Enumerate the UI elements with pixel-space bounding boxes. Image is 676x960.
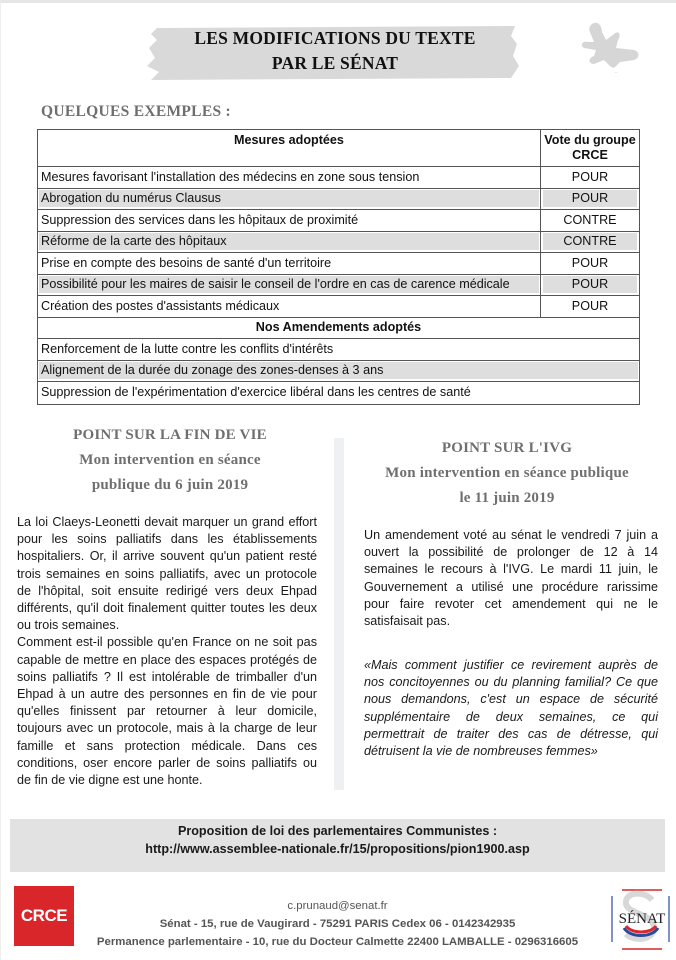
table-row — [38, 167, 639, 189]
measure-cell: Possibilité pour les maires de saisir le conseil de l'ordre en cas de carence médicale — [38, 275, 541, 296]
measure-cell: Prise en compte des besoins de santé d'un territoire — [38, 253, 541, 274]
title-banner — [145, 22, 525, 82]
title-line-2: PAR LE SÉNAT — [271, 53, 399, 73]
proposal-box — [10, 819, 665, 872]
quote-paragraph: «Mais comment justifier ce revirement auprès de nos concitoyennes ou du planning familial? Ce que nous demandons, c'est un espace de sécurité supplémentaire de deux semaines, ce qui permettrait de traiter des cas de détresse, qui détruisent la vie de nombreuses femmes» — [364, 658, 658, 759]
contact-info — [80, 897, 595, 951]
senat-logo — [600, 886, 670, 952]
measures-table — [37, 129, 640, 405]
amendments-header-row — [38, 318, 639, 340]
title-line-1: LES MODIFICATIONS DU TEXTE — [194, 28, 476, 48]
table-row — [38, 296, 639, 318]
svg-text:SÉNAT: SÉNAT — [618, 911, 666, 927]
vote-cell: CONTRE — [541, 232, 639, 253]
table-row — [38, 253, 639, 275]
ivg-quote — [364, 657, 658, 760]
fin-de-vie-body — [17, 514, 317, 789]
vote-cell: POUR — [571, 169, 609, 184]
amendments-heading: Nos Amendements adoptés — [255, 320, 422, 335]
measure-cell: Suppression des services dans les hôpitaux de proximité — [38, 210, 541, 231]
measure-cell: Création des postes d'assistants médicaux — [38, 296, 541, 317]
amendment-cell: Renforcement de la lutte contre les conflits d'intérêts — [41, 341, 334, 356]
senat-address: Sénat - 15, rue de Vaugirard - 75291 PARIS Cedex 06 - 0142342935 — [159, 918, 516, 930]
amendment-row — [38, 339, 639, 361]
amendment-cell: Alignement de la durée du zonage des zones-denses à 3 ans — [38, 361, 639, 382]
vote-cell: POUR — [571, 298, 609, 313]
email-link[interactable]: c.prunaud@senat.fr — [287, 900, 388, 912]
vote-cell: POUR — [541, 275, 639, 296]
table-header-row — [38, 130, 639, 167]
amendment-row — [38, 361, 639, 383]
amendment-cell: Suppression de l'expérimentation d'exercice libéral dans les centres de santé — [41, 385, 471, 400]
column-divider — [334, 438, 344, 790]
paint-splat-icon — [580, 18, 650, 73]
crce-logo: CRCE — [14, 886, 74, 946]
permanence-address: Permanence parlementaire - 10, rue du Docteur Calmette 22400 LAMBALLE - 0296316605 — [96, 936, 579, 948]
amendment-row — [38, 382, 639, 404]
proposal-link[interactable]: http://www.assemblee-nationale.fr/15/propositions/pion1900.asp — [145, 842, 530, 856]
vote-cell: POUR — [571, 255, 609, 270]
ivg-body — [364, 527, 658, 630]
fin-de-vie-heading: POINT SUR LA FIN DE VIE Mon intervention en séance publique du 6 juin 2019 — [73, 427, 267, 493]
proposal-label: Proposition de loi des parlementaires Communistes : — [177, 824, 498, 838]
column-header-vote: Vote du groupe CRCE — [544, 133, 636, 162]
ivg-heading: POINT SUR L'IVG Mon intervention en séance publique le 11 juin 2019 — [385, 440, 629, 506]
examples-heading: QUELQUES EXEMPLES : — [41, 103, 232, 120]
table-row — [38, 189, 639, 211]
paragraph: Un amendement voté au sénat le vendredi 7 juin a ouvert la possibilité de prolonger de 12 à 14 semaines le recours à l'IVG. Le mardi 11 juin, le Gouvernement a utilisé une procédure rarissime pour faire revoter cet amendement qui ne le satisfaisait pas. — [364, 528, 658, 629]
paragraph: La loi Claeys-Leonetti devait marquer un grand effort pour les soins palliatifs dans les établissements hospitaliers. Or, il arrive souvent qu'un patient resté trois semaines en soins palliatifs, avec un protocole de l'hôpital, soit ensuite redirigé vers deux Ehpad différents, qu'il doit finalement quitter toutes les deux ou trois semaines. — [17, 515, 317, 633]
measure-cell: Réforme de la carte des hôpitaux — [38, 232, 541, 253]
measure-cell: Mesures favorisant l'installation des médecins en zone sous tension — [38, 167, 541, 188]
measure-cell: Abrogation du numérus Clausus — [38, 189, 541, 210]
table-row — [38, 232, 639, 254]
paragraph: Comment est-il possible qu'en France on ne soit pas capable de mettre en place des espaces protégés de soins palliatifs ? Il est intolérable de trimballer d'un Ehpad à un autre des personnes en fin de vie pour qu'elles finissent par retourner à leur domicile, toujours avec un protocole, mais à la charge de leur famille et sans protection médicale. Dans ces conditions, oser encore parler de soins palliatifs ou de fin de vie digne est une honte. — [17, 635, 317, 788]
table-row — [38, 210, 639, 232]
vote-cell: POUR — [541, 189, 639, 210]
vote-cell: CONTRE — [563, 212, 617, 227]
column-header-measures: Mesures adoptées — [38, 130, 541, 166]
table-row — [38, 275, 639, 297]
